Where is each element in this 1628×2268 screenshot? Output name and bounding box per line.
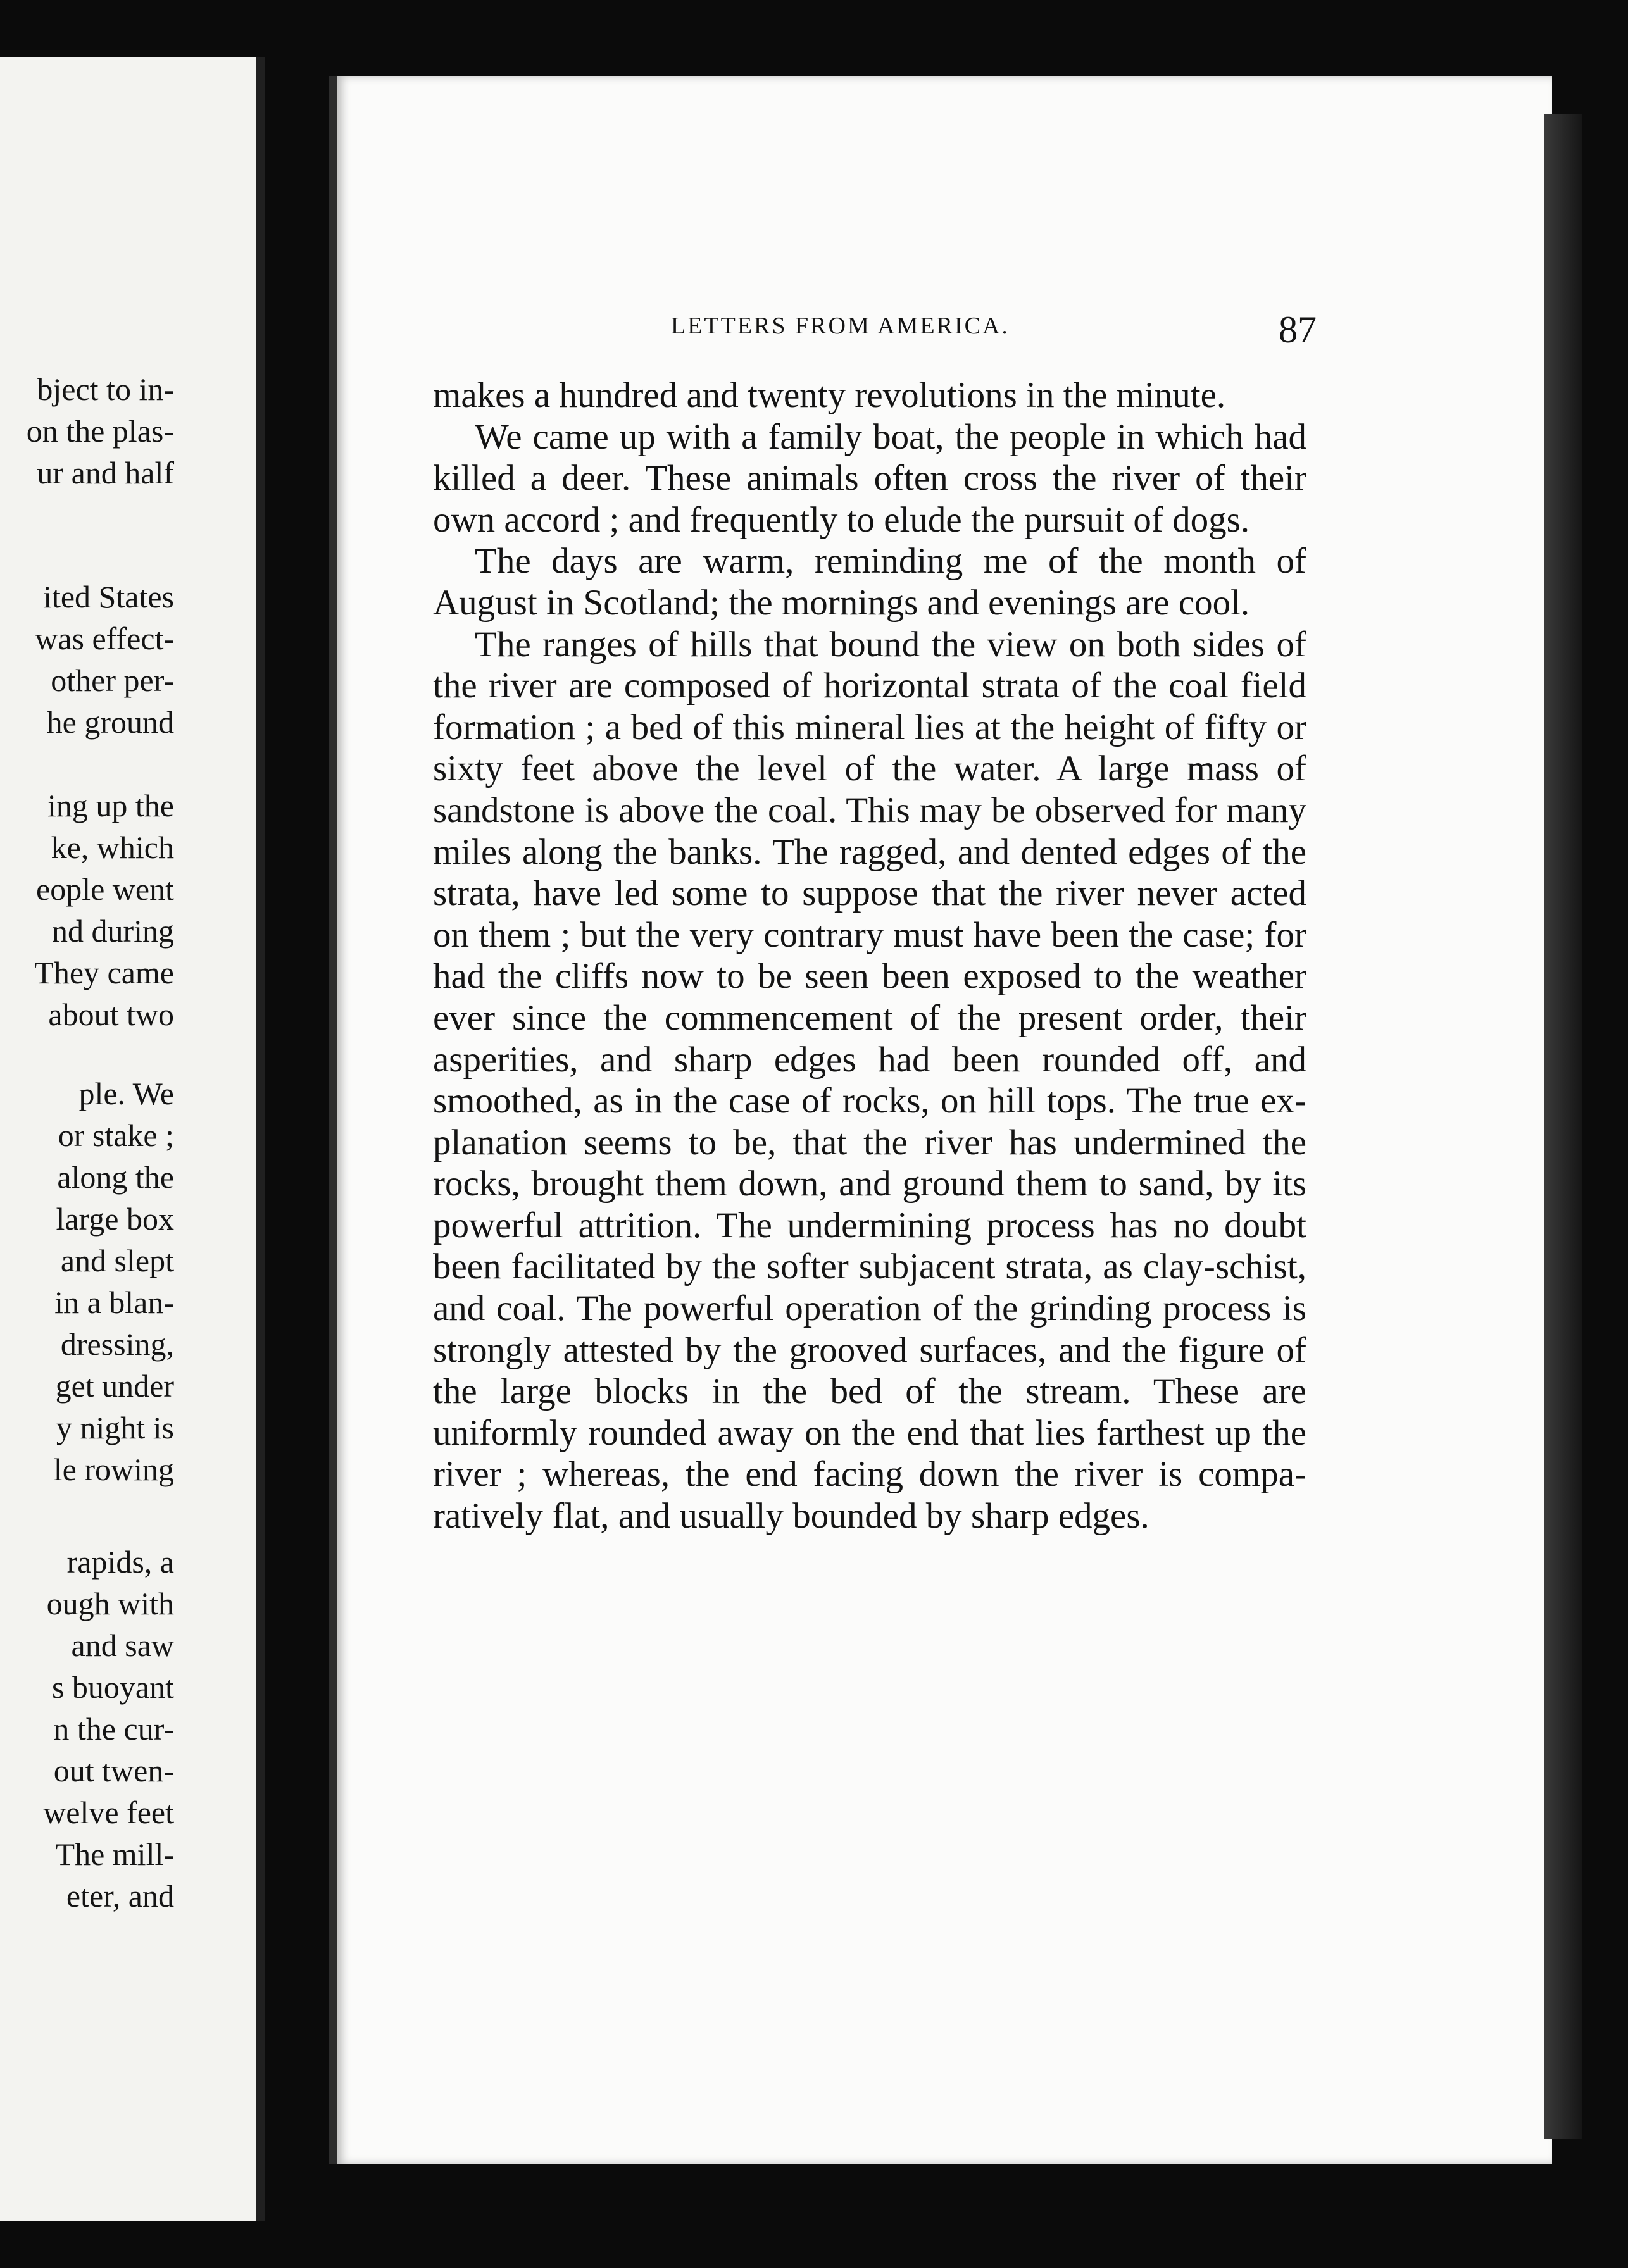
- left-page-text-group: [34, 785, 174, 1035]
- left-line: They came: [34, 955, 174, 990]
- paragraph: The ranges of hills that bound the view on both sides of the river are composed of horizontal strata of the coal field formation ; a bed of this mineral lies at the height of fifty or sixty feet above the level of the water. A large mass of sandstone is above the coal. This may be observed for many miles along the banks. The ragged, and dented edges of the strata, have led some to suppose that the river never acted on them ; but the very contrary must have been the case; for had the cliffs now to be seen been exposed to the weather ever since the commencement of the present order, their asperities, and sharp edges had been rounded off, and smoothed, as in the case of rocks, on hill tops. The true explanation seems to be, that the river has undermined the rocks, brought them down, and ground them to sand, by its powerful attrition. The undermining process has no doubt been facilitated by the softer subjacent strata, as clay-schist, and coal. The powerful operation of the grinding process is strongly attested by the grooved surfaces, and the figure of the large blocks in the bed of the stream. These are uniformly rounded away on the end that lies farthest up the river ; whereas, the end facing down the river is comparatively flat, and usually bounded by sharp edges.: [433, 624, 1306, 1536]
- left-line: ur and half: [37, 455, 174, 490]
- left-line: in a blan-: [54, 1285, 174, 1320]
- left-line: y night is: [56, 1410, 174, 1445]
- left-page-text-group: [27, 368, 174, 494]
- paragraph: The days are warm, reminding me of the month of August in Scotland; the mornings and evenings are cool.: [433, 541, 1306, 623]
- running-header: LETTERS FROM AMERICA.: [671, 313, 1010, 339]
- left-line: or stake ;: [58, 1118, 174, 1153]
- left-line: eter, and: [66, 1878, 174, 1914]
- left-line: other per-: [51, 663, 174, 698]
- left-line: ough with: [46, 1586, 174, 1621]
- left-line: ple. We: [78, 1076, 174, 1111]
- left-page-text-group: [54, 1073, 174, 1490]
- paragraph: We came up with a family boat, the people in which had killed a deer. These animals often cross the river of their own accord ; and frequently to elude the pursuit of dogs.: [433, 416, 1306, 540]
- left-line: ke, which: [51, 830, 174, 865]
- left-line: about two: [48, 997, 174, 1032]
- left-line: eople went: [36, 871, 174, 907]
- left-line: and saw: [71, 1628, 174, 1663]
- left-line: n the cur-: [53, 1711, 174, 1747]
- left-line: on the plas-: [26, 413, 174, 449]
- left-line: bject to in-: [37, 371, 174, 407]
- left-line: large box: [56, 1201, 174, 1237]
- book-edge: [1544, 114, 1582, 2139]
- left-line: he ground: [46, 704, 174, 740]
- left-line: welve feet: [43, 1795, 174, 1830]
- left-page-text-group: [35, 576, 174, 743]
- left-line: and slept: [60, 1243, 174, 1278]
- body-text: [433, 375, 1306, 1537]
- left-line: out twen-: [53, 1753, 174, 1788]
- left-page-text-group: [43, 1541, 174, 1917]
- left-line: s buoyant: [51, 1669, 174, 1705]
- left-line: get under: [55, 1368, 174, 1404]
- left-line: along the: [57, 1159, 174, 1195]
- left-line: ing up the: [47, 788, 174, 823]
- left-line: ited States: [43, 579, 174, 614]
- left-line: dressing,: [60, 1326, 174, 1362]
- paragraph: makes a hundred and twenty revolutions in the minute.: [433, 375, 1226, 415]
- left-line: nd during: [51, 913, 174, 949]
- page-number: 87: [1279, 309, 1317, 351]
- left-line: le rowing: [53, 1452, 174, 1487]
- left-line: was effect-: [35, 621, 174, 656]
- left-line: The mill-: [55, 1836, 174, 1872]
- left-page: [0, 57, 265, 2221]
- left-line: rapids, a: [66, 1544, 174, 1580]
